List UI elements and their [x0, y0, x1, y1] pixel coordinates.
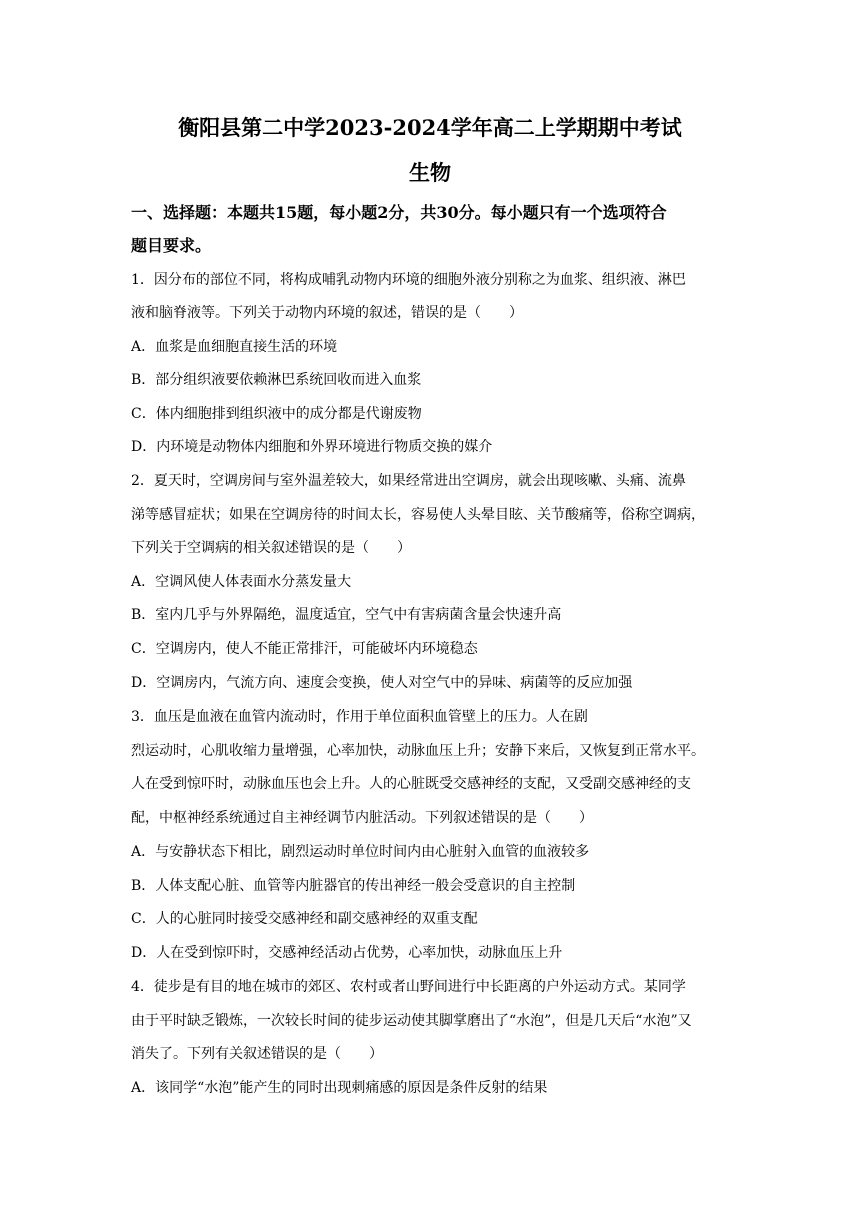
subject-title: 生物 — [409, 160, 451, 185]
question-3-stem-line-1: 3．血压是血液在血管内流动时，作用于单位面积血管壁上的压力。人在剧 — [131, 709, 588, 725]
question-3-option-c: C．人的心脏同时接受交感神经和副交感神经的双重支配 — [131, 911, 478, 927]
question-3-option-a: A．与安静状态下相比，剧烈运动时单位时间内由心脏射入血管的血液较多 — [131, 844, 590, 860]
section-heading-line-2: 题目要求。 — [131, 236, 212, 255]
question-1-option-b: B．部分组织液要依赖淋巴系统回收而进入血浆 — [131, 372, 422, 388]
question-2-stem-line-3: 下列关于空调病的相关叙述错误的是（ ） — [131, 540, 411, 556]
question-3-stem-line-2: 烈运动时，心肌收缩力量增强，心率加快，动脉血压上升；安静下来后，又恢复到正常水平。 — [131, 743, 705, 759]
question-2-option-a: A．空调风使人体表面水分蒸发量大 — [131, 574, 352, 590]
question-1-stem-line-2: 液和脑脊液等。下列关于动物内环境的叙述，错误的是（ ） — [131, 305, 523, 321]
question-4-stem-line-1: 4．徒步是有目的地在城市的郊区、农村或者山野间进行中长距离的户外运动方式。某同学 — [131, 979, 686, 995]
question-1-option-d: D．内环境是动物体内细胞和外界环境进行物质交换的媒介 — [131, 439, 493, 455]
question-2-option-b: B．室内几乎与外界隔绝，温度适宜，空气中有害病菌含量会快速升高 — [131, 607, 562, 623]
question-3-stem-line-3: 人在受到惊吓时，动脉血压也会上升。人的心脏既受交感神经的支配，又受副交感神经的支 — [131, 776, 691, 792]
question-2-stem-line-1: 2．夏天时，空调房间与室外温差较大，如果经常进出空调房，就会出现咳嗽、头痛、流鼻 — [131, 473, 686, 489]
question-1-option-c: C．体内细胞排到组织液中的成分都是代谢废物 — [131, 406, 422, 422]
question-3-option-d: D．人在受到惊吓时，交感神经活动占优势，心率加快，动脉血压上升 — [131, 945, 563, 961]
question-4-stem-line-2: 由于平时缺乏锻炼，一次较长时间的徒步运动使其脚掌磨出了“水泡”，但是几天后“水泡”又 — [131, 1013, 692, 1029]
question-2-option-c: C．空调房内，使人不能正常排汗，可能破坏内环境稳态 — [131, 641, 478, 657]
question-3-stem-line-4: 配，中枢神经系统通过自主神经调节内脏活动。下列叙述错误的是（ ） — [131, 810, 593, 826]
question-1-stem-line-1: 1．因分布的部位不同，将构成哺乳动物内环境的细胞外液分别称之为血浆、组织液、淋巴 — [131, 272, 686, 288]
section-heading-line-1: 一、选择题：本题共15题，每小题2分，共30分。每小题只有一个选项符合 — [131, 203, 667, 222]
question-2-stem-line-2: 涕等感冒症状；如果在空调房待的时间太长，容易使人头晕目眩、关节酸痛等，俗称空调病， — [131, 507, 705, 523]
question-4-option-a: A．该同学“水泡”能产生的同时出现刺痛感的原因是条件反射的结果 — [131, 1080, 548, 1096]
exam-title: 衡阳县第二中学2023-2024学年高二上学期期中考试 — [178, 115, 682, 140]
question-3-option-b: B．人体支配心脏、血管等内脏器官的传出神经一般会受意识的自主控制 — [131, 878, 576, 894]
section-heading — [131, 196, 731, 262]
question-2-option-d: D．空调房内，气流方向、速度会变换，使人对空气中的异味、病菌等的反应加强 — [131, 675, 633, 691]
question-4-stem-line-3: 消失了。下列有关叙述错误的是（ ） — [131, 1046, 383, 1062]
question-1-option-a: A．血浆是血细胞直接生活的环境 — [131, 339, 338, 355]
